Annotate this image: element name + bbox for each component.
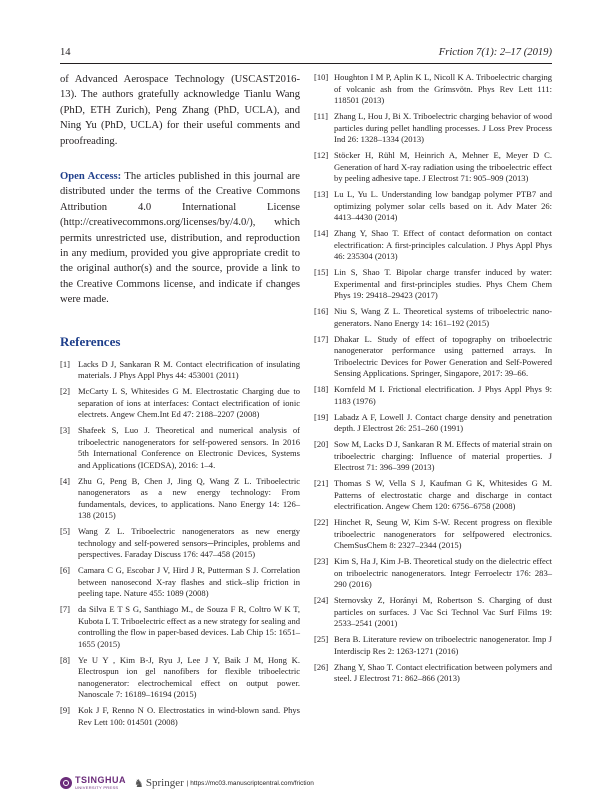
reference-number: [22] (314, 517, 329, 527)
reference-text: Ye U Y , Kim B-J, Ryu J, Lee J Y, Baik J M, Hong K. Electrospun ion gel nanofibers for flexible triboelectric nanogenerator: electrochemical effect on output power. Nanoscale 7: 16189–16194 (2015) (78, 654, 300, 700)
footer (60, 776, 314, 790)
reference-text: da Silva E T S G, Santhiago M., de Souza F R, Coltro W K T, Kubota L T. Triboelectric effect as a new strategy for sealing and controlling the flow in paper-based devices. Lab Chip 15: 1651–1655 (2015) (78, 604, 300, 649)
reference-number: [5] (60, 526, 70, 537)
springer-horse-icon: ♞ (134, 777, 144, 790)
page-number: 14 (60, 47, 71, 58)
reference-item (314, 334, 552, 380)
reference-number: [2] (60, 386, 70, 397)
tsinghua-logo-subtext: UNIVERSITY PRESS (75, 785, 119, 790)
reference-number: [7] (60, 604, 70, 615)
reference-number: [18] (314, 384, 329, 394)
reference-text: Wang Z L. Triboelectric nanogenerators as new energy technology and self-powered sensors─Principles, problems and perspectives. Faraday Discuss 176: 447–458 (2015) (78, 526, 300, 560)
manuscript-url[interactable]: | https://mc03.manuscriptcentral.com/friction (186, 779, 314, 787)
reference-number: [19] (314, 411, 329, 422)
reference-text: Sternovsky Z, Horányi M, Robertson S. Charging of dust particles on surfaces. J Vac Sci Technol Vac Surf Films 19: 2533–2541 (2001) (334, 595, 552, 628)
reference-number: [12] (314, 150, 329, 160)
reference-text: Zhang Y, Shao T. Effect of contact deformation on contact electrification: A first-principles calculation. J Phys Appl Phys 46: 235304 (2013) (334, 228, 552, 261)
reference-number: [13] (314, 189, 329, 199)
reference-number: [26] (314, 661, 329, 672)
reference-text: Thomas S W, Vella S J, Kaufman G K, Whitesides G M. Patterns of electrostatic charge and discharge in contact electrification. Angew Chem 120: 6756–6758 (2008) (334, 478, 552, 511)
reference-text: Houghton I M P, Aplin K L, Nicoll K A. Triboelectric charging of volcanic ash from the Grímsvötn. Phys Rev Lett 111: 118501 (2013) (334, 72, 552, 105)
reference-number: [20] (314, 439, 329, 449)
reference-text: Niu S, Wang Z L. Theoretical systems of triboelectric nano-generators. Nano Energy 14: 161–192 (2015) (334, 306, 552, 328)
reference-text: Kim S, Ha J, Kim J-B. Theoretical study on the dielectric effect on triboelectric nanogenerators. Integr Ferroelectr 176: 283–290 (2016) (334, 556, 552, 589)
reference-item (314, 189, 552, 224)
reference-item (314, 556, 552, 591)
reference-item (314, 111, 552, 146)
right-column (314, 72, 552, 689)
reference-number: [10] (314, 72, 329, 82)
reference-item (60, 526, 300, 561)
reference-item (314, 228, 552, 263)
reference-item (314, 662, 552, 685)
reference-list-left (60, 359, 300, 729)
reference-text: Labadz A F, Lowell J. Contact charge density and penetration depth. J Electrost 26: 251–260 (1991) (334, 411, 552, 433)
reference-item (314, 595, 552, 630)
reference-text: Shafeek S, Luo J. Theoretical and numerical analysis of triboelectric nanogenerators for self-powered sensors. In 2016 5th International Conference on Electronic Devices, Systems and Applications (ICEDSA), 2016: 1–4. (78, 425, 300, 470)
reference-number: [21] (314, 478, 329, 488)
reference-item (60, 565, 300, 600)
running-header (60, 46, 552, 59)
reference-text: Zhang Y, Shao T. Contact electrification between polymers and steel. J Electrost 71: 862–866 (2013) (334, 661, 552, 683)
reference-text: Lin S, Shao T. Bipolar charge transfer induced by water: Experimental and first-principles studies. Phys Chem Chem Phys 19: 29418–29423 (2017) (334, 267, 552, 300)
open-access-paragraph (60, 169, 300, 308)
reference-number: [24] (314, 595, 329, 605)
reference-item (314, 439, 552, 474)
references-heading: References (60, 333, 121, 349)
reference-number: [16] (314, 306, 329, 316)
reference-number: [4] (60, 475, 70, 486)
reference-text: Hinchet R, Seung W, Kim S-W. Recent progress on flexible triboelectric nanogenerators for selfpowered electronics. ChemSusChem 8: 2327–2344 (2015) (334, 517, 552, 550)
reference-text: McCarty L S, Whitesides G M. Electrostatic Charging due to separation of ions at interfaces: Contact electrification of ionic electrets. Angew Chem.Int Ed 47: 2188–2207 (2008) (78, 386, 300, 420)
tsinghua-seal-icon (60, 777, 72, 789)
reference-item (60, 655, 300, 701)
acknowledgement-paragraph: of Advanced Aerospace Technology (USCAST2016-13). The authors gratefully acknowledge Tianlu Wang (PhD, ETH Zurich), Peng Zhang (PhD, UCLA), and Ning Yu (PhD, UCLA) for their useful comments and proofreading. (60, 74, 300, 147)
reference-number: [1] (60, 358, 70, 369)
reference-item (60, 604, 300, 650)
journal-citation: Friction 7(1): 2–17 (2019) (438, 47, 552, 58)
reference-item (314, 72, 552, 107)
reference-item (60, 705, 300, 728)
open-access-text: The articles published in this journal are distributed under the terms of the Creative Commons Attribution 4.0 International License (http://creativecommons.org/licenses/by/4.0/), which permits unrestricted use, distribution, and reproduction in any medium, provided you give appropriate credit to the original author(s) and the source, provide a link to the Creative Commons license, and indicate if changes were made. (60, 171, 300, 306)
reference-item (314, 634, 552, 657)
reference-item (314, 267, 552, 302)
tsinghua-logo-text: TSINGHUA (75, 775, 126, 785)
reference-number: [15] (314, 267, 329, 277)
reference-number: [9] (60, 705, 70, 716)
springer-logo: Springer (145, 777, 184, 789)
reference-item (314, 478, 552, 513)
reference-number: [11] (314, 111, 328, 121)
reference-number: [8] (60, 654, 70, 665)
reference-item (314, 150, 552, 185)
left-column (60, 72, 300, 733)
reference-text: Sow M, Lacks D J, Sankaran R M. Effects of material strain on triboelectric charging: Influence of material properties. J Electrost 71: 396–399 (2013) (334, 439, 552, 472)
reference-text: Stöcker H, Rühl M, Heinrich A, Mehner E, Meyer D C. Generation of hard X-ray radiation using the triboelectric effect by peeling adhesive tape. J Electrost 71: 905–909 (2013) (334, 150, 552, 183)
reference-item (314, 306, 552, 329)
reference-text: Kornfeld M I. Frictional electrification. J Phys Appl Phys 9: 1183 (1976) (334, 384, 552, 406)
reference-number: [3] (60, 425, 70, 436)
header-rule (60, 63, 552, 64)
reference-list-right (314, 72, 552, 685)
reference-number: [23] (314, 556, 329, 566)
reference-item (314, 412, 552, 435)
reference-text: Lu L, Yu L. Understanding low bandgap polymer PTB7 and optimizing polymer solar cells based on it. Adv Mater 26: 4413–4430 (2014) (334, 189, 552, 222)
reference-number: [6] (60, 565, 70, 576)
reference-item (60, 386, 300, 421)
reference-number: [25] (314, 634, 329, 644)
reference-item (60, 476, 300, 522)
reference-text: Dhakar L. Study of effect of topography on triboelectric nanogenerator performance using patterned arrays. In Triboelectric Devices for Power Generation and Self-Powered Sensing Applications. Springer, Singapore, 2017: 39–66. (334, 333, 552, 378)
reference-text: Zhu G, Peng B, Chen J, Jing Q, Wang Z L. Triboelectric nanogenerators as a new energy technology: From fundamentals, devices, to applications. Nano Energy 14: 126–138 (2015) (78, 475, 300, 521)
reference-item (314, 517, 552, 552)
reference-text: Zhang L, Hou J, Bi X. Triboelectric charging behavior of wood particles during pellet handling processes. J Loss Prev Process Ind 26: 1328–1334 (2013) (334, 111, 552, 144)
reference-number: [14] (314, 228, 329, 238)
open-access-label: Open Access: (60, 171, 122, 183)
tsinghua-logo (75, 776, 126, 790)
reference-text: Kok J F, Renno N O. Electrostatics in wind-blown sand. Phys Rev Lett 100: 014501 (2008) (78, 705, 300, 727)
reference-item (314, 384, 552, 407)
reference-item (60, 359, 300, 382)
reference-text: Camara C G, Escobar J V, Hird J R, Putterman S J. Correlation between nanosecond X-ray flashes and stick–slip friction in peeling tape. Nature 455: 1089 (2008) (78, 565, 300, 599)
reference-text: Bera B. Literature review on triboelectric nanogenerator. Imp J Interdiscip Res 2: 1263-1271 (2016) (334, 634, 552, 656)
reference-item (60, 425, 300, 471)
reference-text: Lacks D J, Sankaran R M. Contact electrification of insulating materials. J Phys Appl Phys 44: 453001 (2011) (78, 358, 300, 381)
reference-number: [17] (314, 333, 329, 344)
